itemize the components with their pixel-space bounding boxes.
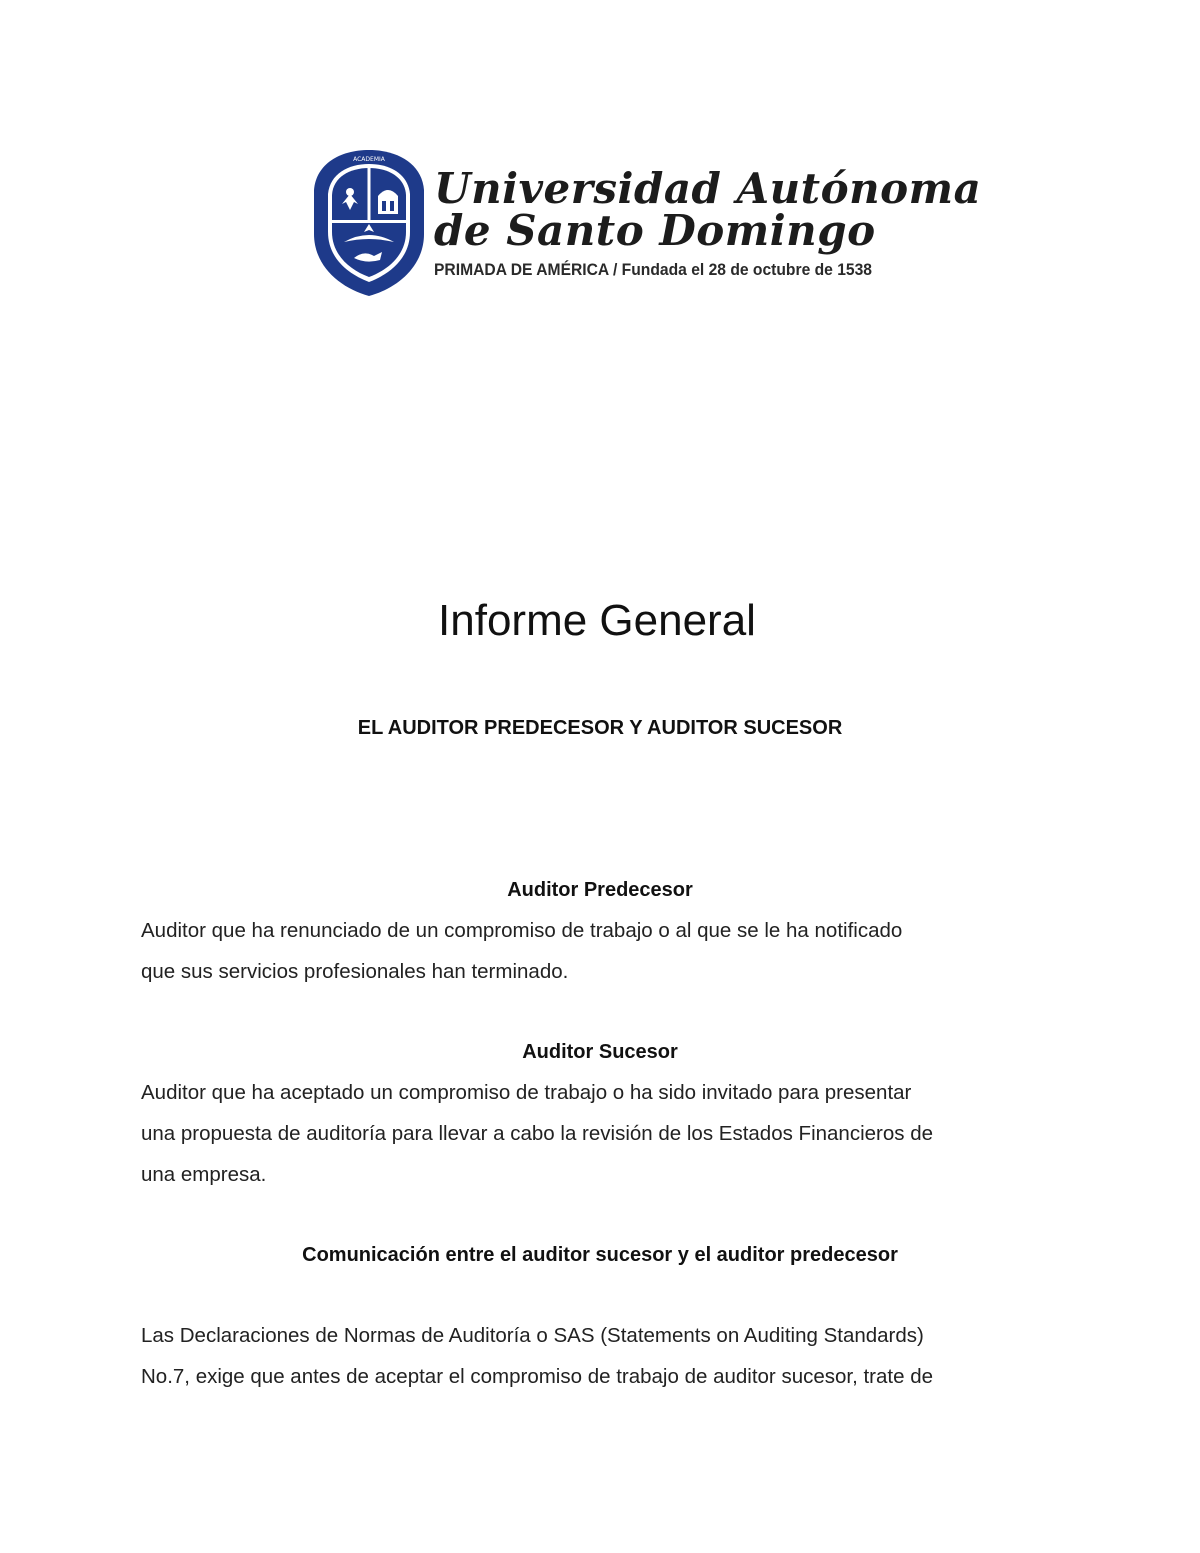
section-body-predecesor (141, 910, 1071, 992)
university-seal-icon (310, 146, 428, 298)
section-body-sucesor (141, 1072, 1071, 1195)
section-heading-sucesor: Auditor Sucesor (522, 1041, 678, 1063)
document-title: Informe General (438, 596, 756, 645)
section-body-comunicacion (141, 1315, 1071, 1397)
university-tagline: PRIMADA DE AMÉRICA / Fundada el 28 de octubre de 1538 (434, 260, 873, 279)
paragraph-line: Auditor que ha aceptado un compromiso de trabajo o ha sido invitado para presentar (141, 1081, 912, 1104)
paragraph-line: Las Declaraciones de Normas de Auditoría o SAS (Statements on Auditing Standards) (141, 1324, 924, 1347)
university-name-line1: Universidad Autónoma (434, 164, 982, 213)
university-wordmark (434, 164, 982, 280)
university-logo (310, 146, 982, 298)
paragraph-line: que sus servicios profesionales han terminado. (141, 960, 569, 983)
section-heading-predecesor: Auditor Predecesor (507, 879, 693, 901)
paragraph-line: una propuesta de auditoría para llevar a cabo la revisión de los Estados Financieros de (141, 1122, 934, 1145)
svg-text:ACADEMIA: ACADEMIA (353, 156, 385, 163)
paragraph-line: No.7, exige que antes de aceptar el compromiso de trabajo de auditor sucesor, trate de (141, 1365, 934, 1388)
paragraph-line: una empresa. (141, 1163, 267, 1186)
university-name-line2: de Santo Domingo (434, 206, 876, 255)
document-subtitle: EL AUDITOR PREDECESOR Y AUDITOR SUCESOR (357, 717, 843, 739)
section-heading-comunicacion: Comunicación entre el auditor sucesor y el auditor predecesor (302, 1244, 898, 1266)
paragraph-line: Auditor que ha renunciado de un compromiso de trabajo o al que se le ha notificado (141, 919, 903, 942)
